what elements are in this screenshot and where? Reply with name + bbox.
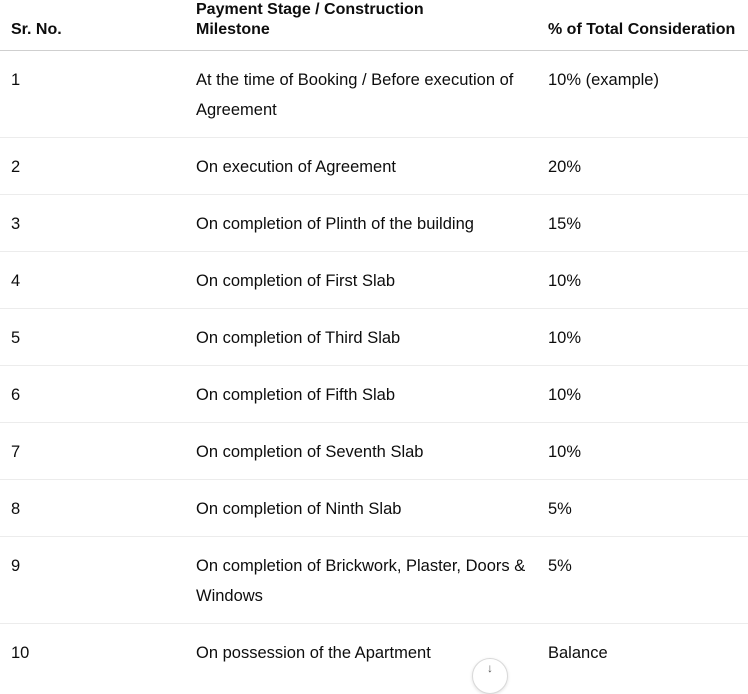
cell-percent: 10% (538, 309, 748, 366)
cell-percent: 10% (538, 252, 748, 309)
table-row (0, 366, 748, 423)
cell-percent: 5% (538, 480, 748, 537)
table-row (0, 537, 748, 624)
cell-stage: At the time of Booking / Before execution of Agreement (186, 51, 538, 138)
table-row (0, 309, 748, 366)
table-row (0, 138, 748, 195)
cell-sr-no: 9 (0, 537, 186, 624)
cell-stage: On completion of Third Slab (186, 309, 538, 366)
table-row (0, 624, 748, 681)
cell-stage: On completion of First Slab (186, 252, 538, 309)
cell-percent: 10% (example) (538, 51, 748, 138)
header-payment-stage (186, 0, 538, 51)
cell-percent: 15% (538, 195, 748, 252)
cell-stage: On completion of Brickwork, Plaster, Doors & Windows (186, 537, 538, 624)
cell-sr-no: 8 (0, 480, 186, 537)
cell-stage: On completion of Ninth Slab (186, 480, 538, 537)
cell-sr-no: 3 (0, 195, 186, 252)
cell-percent: 20% (538, 138, 748, 195)
cell-stage: On completion of Fifth Slab (186, 366, 538, 423)
arrow-down-icon: ↓ (487, 661, 493, 675)
table-header-row (0, 0, 748, 51)
cell-sr-no: 10 (11, 644, 30, 662)
header-payment-stage-line2: Milestone (196, 21, 270, 38)
cell-sr-no: 1 (0, 51, 186, 138)
scroll-down-button[interactable] (472, 658, 508, 694)
cell-sr-no: 4 (0, 252, 186, 309)
cell-percent: Balance (548, 644, 608, 662)
header-sr-no (0, 0, 186, 51)
cell-sr-no: 6 (0, 366, 186, 423)
table-row (0, 423, 748, 480)
header-percent-label: % of Total Consideration (548, 21, 736, 38)
cell-stage: On execution of Agreement (186, 138, 538, 195)
cell-sr-no: 2 (0, 138, 186, 195)
cell-stage: On completion of Plinth of the building (186, 195, 538, 252)
cell-sr-no: 5 (0, 309, 186, 366)
header-percent (538, 0, 748, 51)
cell-percent: 10% (538, 423, 748, 480)
header-sr-no-label: Sr. No. (11, 21, 62, 38)
cell-sr-no: 7 (0, 423, 186, 480)
cell-stage: On completion of Seventh Slab (186, 423, 538, 480)
cell-stage: On possession of the Apartment (196, 644, 431, 662)
cell-percent: 5% (538, 537, 748, 624)
cell-percent: 10% (538, 366, 748, 423)
header-payment-stage-line1: Payment Stage / Construction (196, 1, 424, 18)
table-row (0, 252, 748, 309)
table-row (0, 480, 748, 537)
table-row (0, 195, 748, 252)
table-row (0, 51, 748, 138)
